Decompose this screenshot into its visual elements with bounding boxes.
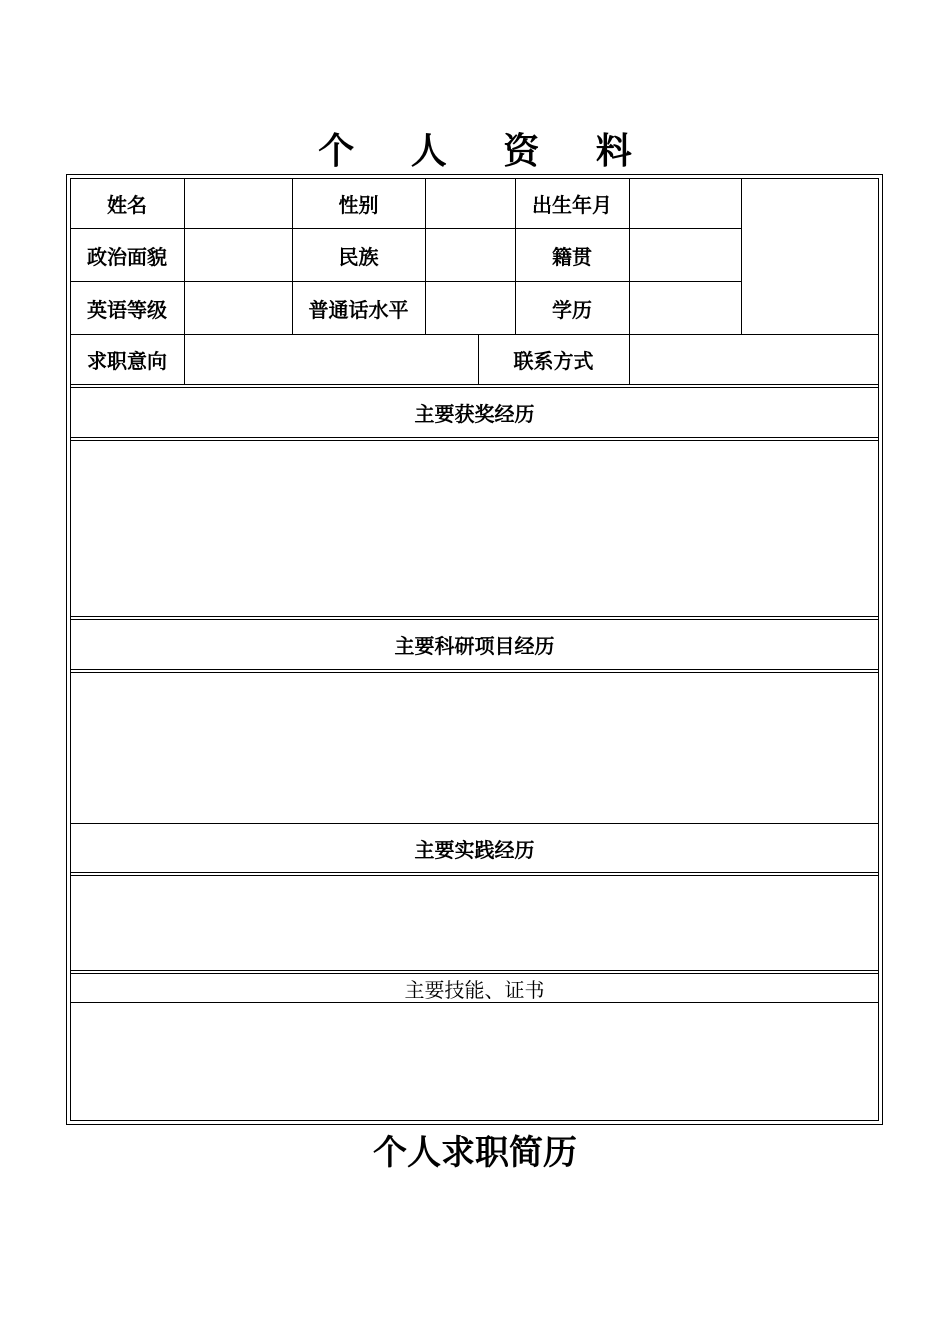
english-level-value-cell[interactable] <box>185 282 292 334</box>
name-label: 姓名 <box>107 192 147 217</box>
resume-title: 个 人 资 料 <box>318 131 654 172</box>
practice-section-header: 主要实践经历 <box>414 837 535 862</box>
politics-value-cell[interactable] <box>185 229 292 281</box>
section-divider <box>70 616 879 617</box>
education-label: 学历 <box>552 297 592 322</box>
skills-content-cell[interactable] <box>70 1003 879 1121</box>
name-value-cell[interactable] <box>185 178 292 228</box>
footer-title: 个人求职简历 <box>373 1133 577 1173</box>
row-divider <box>70 384 879 385</box>
photo-cell[interactable] <box>742 178 879 334</box>
research-content-cell[interactable] <box>70 673 879 823</box>
birth-label: 出生年月 <box>532 192 612 217</box>
mandarin-level-label: 普通话水平 <box>308 297 409 322</box>
native-place-value-cell[interactable] <box>630 229 741 281</box>
education-value-cell[interactable] <box>630 282 741 334</box>
section-divider <box>70 872 879 873</box>
gender-value-cell[interactable] <box>426 178 515 228</box>
contact-value-cell[interactable] <box>630 335 879 384</box>
awards-section-header: 主要获奖经历 <box>414 402 535 426</box>
contact-label: 联系方式 <box>513 349 594 373</box>
section-divider <box>70 669 879 670</box>
ethnicity-value-cell[interactable] <box>426 229 515 281</box>
native-place-label: 籍贯 <box>552 244 592 269</box>
job-intention-label: 求职意向 <box>87 349 167 373</box>
job-intention-value-cell[interactable] <box>185 335 478 384</box>
english-level-label: 英语等级 <box>87 297 167 322</box>
mandarin-level-value-cell[interactable] <box>426 282 515 334</box>
practice-content-cell[interactable] <box>70 876 879 970</box>
ethnicity-label: 民族 <box>338 244 379 269</box>
skills-section-header: 主要技能、证书 <box>404 977 545 1002</box>
politics-label: 政治面貌 <box>87 244 167 269</box>
section-divider <box>70 437 879 438</box>
awards-content-cell[interactable] <box>70 441 879 616</box>
section-divider <box>70 970 879 971</box>
research-section-header: 主要科研项目经历 <box>394 634 555 658</box>
birth-value-cell[interactable] <box>630 178 741 228</box>
gender-label: 性别 <box>338 192 379 217</box>
